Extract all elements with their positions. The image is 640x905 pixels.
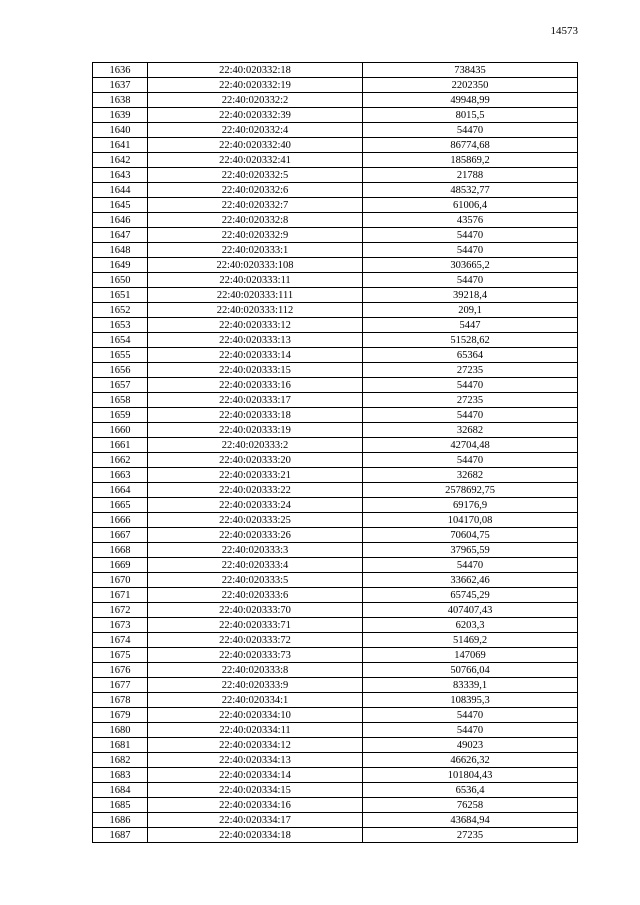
table-row	[93, 468, 578, 483]
table-row	[93, 693, 578, 708]
cadastral-number-cell: 22:40:020332:8	[148, 213, 363, 228]
cadastral-number-cell: 22:40:020334:1	[148, 693, 363, 708]
cadastral-number-cell: 22:40:020333:112	[148, 303, 363, 318]
table-row	[93, 423, 578, 438]
value-cell: 54470	[363, 453, 578, 468]
page-number: 14573	[550, 25, 578, 37]
cadastral-number-cell: 22:40:020333:11	[148, 273, 363, 288]
table-row	[93, 258, 578, 273]
table-row	[93, 393, 578, 408]
value-cell: 5447	[363, 318, 578, 333]
table-row	[93, 543, 578, 558]
value-cell: 27235	[363, 828, 578, 843]
table-row	[93, 558, 578, 573]
table-row	[93, 678, 578, 693]
table-row	[93, 243, 578, 258]
value-cell: 104170,08	[363, 513, 578, 528]
value-cell: 54470	[363, 408, 578, 423]
cadastral-number-cell: 22:40:020333:73	[148, 648, 363, 663]
row-number-cell: 1662	[93, 453, 148, 468]
cadastral-number-cell: 22:40:020334:18	[148, 828, 363, 843]
table-row	[93, 78, 578, 93]
cadastral-number-cell: 22:40:020333:1	[148, 243, 363, 258]
table-row	[93, 228, 578, 243]
cadastral-number-cell: 22:40:020333:5	[148, 573, 363, 588]
value-cell: 39218,4	[363, 288, 578, 303]
table-row	[93, 588, 578, 603]
cadastral-number-cell: 22:40:020333:16	[148, 378, 363, 393]
cadastral-number-cell: 22:40:020332:6	[148, 183, 363, 198]
cadastral-number-cell: 22:40:020333:14	[148, 348, 363, 363]
value-cell: 51469,2	[363, 633, 578, 648]
value-cell: 54470	[363, 708, 578, 723]
value-cell: 21788	[363, 168, 578, 183]
value-cell: 48532,77	[363, 183, 578, 198]
cadastral-number-cell: 22:40:020333:108	[148, 258, 363, 273]
table-row	[93, 288, 578, 303]
row-number-cell: 1676	[93, 663, 148, 678]
row-number-cell: 1658	[93, 393, 148, 408]
table-row	[93, 183, 578, 198]
table-row	[93, 753, 578, 768]
row-number-cell: 1651	[93, 288, 148, 303]
cadastral-number-cell: 22:40:020333:2	[148, 438, 363, 453]
row-number-cell: 1642	[93, 153, 148, 168]
row-number-cell: 1660	[93, 423, 148, 438]
table-row	[93, 138, 578, 153]
cadastral-number-cell: 22:40:020333:6	[148, 588, 363, 603]
value-cell: 27235	[363, 363, 578, 378]
row-number-cell: 1644	[93, 183, 148, 198]
value-cell: 32682	[363, 468, 578, 483]
row-number-cell: 1659	[93, 408, 148, 423]
row-number-cell: 1669	[93, 558, 148, 573]
value-cell: 209,1	[363, 303, 578, 318]
row-number-cell: 1686	[93, 813, 148, 828]
row-number-cell: 1678	[93, 693, 148, 708]
row-number-cell: 1687	[93, 828, 148, 843]
cadastral-number-cell: 22:40:020334:12	[148, 738, 363, 753]
value-cell: 50766,04	[363, 663, 578, 678]
table-row	[93, 768, 578, 783]
row-number-cell: 1647	[93, 228, 148, 243]
row-number-cell: 1668	[93, 543, 148, 558]
cadastral-number-cell: 22:40:020333:26	[148, 528, 363, 543]
table-row	[93, 333, 578, 348]
cadastral-number-cell: 22:40:020332:2	[148, 93, 363, 108]
row-number-cell: 1667	[93, 528, 148, 543]
cadastral-number-cell: 22:40:020333:18	[148, 408, 363, 423]
row-number-cell: 1640	[93, 123, 148, 138]
cadastral-number-cell: 22:40:020333:20	[148, 453, 363, 468]
table-row	[93, 813, 578, 828]
value-cell: 46626,32	[363, 753, 578, 768]
cadastral-number-cell: 22:40:020333:15	[148, 363, 363, 378]
cadastral-number-cell: 22:40:020333:3	[148, 543, 363, 558]
value-cell: 407407,43	[363, 603, 578, 618]
value-cell: 738435	[363, 63, 578, 78]
row-number-cell: 1645	[93, 198, 148, 213]
row-number-cell: 1646	[93, 213, 148, 228]
cadastral-number-cell: 22:40:020332:40	[148, 138, 363, 153]
table-row	[93, 438, 578, 453]
table-row	[93, 513, 578, 528]
cadastral-number-cell: 22:40:020332:5	[148, 168, 363, 183]
row-number-cell: 1683	[93, 768, 148, 783]
table-row	[93, 603, 578, 618]
cadastral-number-cell: 22:40:020332:19	[148, 78, 363, 93]
table-row	[93, 573, 578, 588]
value-cell: 33662,46	[363, 573, 578, 588]
cadastral-number-cell: 22:40:020333:71	[148, 618, 363, 633]
table-row	[93, 123, 578, 138]
value-cell: 42704,48	[363, 438, 578, 453]
value-cell: 101804,43	[363, 768, 578, 783]
row-number-cell: 1680	[93, 723, 148, 738]
value-cell: 54470	[363, 558, 578, 573]
value-cell: 6536,4	[363, 783, 578, 798]
table-row	[93, 798, 578, 813]
row-number-cell: 1637	[93, 78, 148, 93]
table-row	[93, 453, 578, 468]
table-row	[93, 648, 578, 663]
cadastral-number-cell: 22:40:020332:39	[148, 108, 363, 123]
table-row	[93, 198, 578, 213]
value-cell: 65364	[363, 348, 578, 363]
table-row	[93, 93, 578, 108]
table-row	[93, 303, 578, 318]
cadastral-number-cell: 22:40:020333:24	[148, 498, 363, 513]
row-number-cell: 1685	[93, 798, 148, 813]
cadastral-number-cell: 22:40:020333:22	[148, 483, 363, 498]
table-row	[93, 363, 578, 378]
cadastral-number-cell: 22:40:020333:12	[148, 318, 363, 333]
value-cell: 54470	[363, 723, 578, 738]
value-cell: 54470	[363, 228, 578, 243]
row-number-cell: 1682	[93, 753, 148, 768]
cadastral-number-cell: 22:40:020333:21	[148, 468, 363, 483]
cadastral-number-cell: 22:40:020333:4	[148, 558, 363, 573]
registry-table-body	[93, 63, 578, 843]
cadastral-number-cell: 22:40:020333:8	[148, 663, 363, 678]
table-row	[93, 723, 578, 738]
value-cell: 65745,29	[363, 588, 578, 603]
row-number-cell: 1666	[93, 513, 148, 528]
row-number-cell: 1664	[93, 483, 148, 498]
table-row	[93, 318, 578, 333]
cadastral-number-cell: 22:40:020332:4	[148, 123, 363, 138]
table-row	[93, 633, 578, 648]
row-number-cell: 1679	[93, 708, 148, 723]
cadastral-number-cell: 22:40:020333:9	[148, 678, 363, 693]
cadastral-number-cell: 22:40:020332:41	[148, 153, 363, 168]
value-cell: 2578692,75	[363, 483, 578, 498]
cadastral-number-cell: 22:40:020332:9	[148, 228, 363, 243]
row-number-cell: 1657	[93, 378, 148, 393]
cadastral-number-cell: 22:40:020332:18	[148, 63, 363, 78]
row-number-cell: 1681	[93, 738, 148, 753]
value-cell: 83339,1	[363, 678, 578, 693]
value-cell: 8015,5	[363, 108, 578, 123]
value-cell: 76258	[363, 798, 578, 813]
cadastral-number-cell: 22:40:020333:25	[148, 513, 363, 528]
cadastral-number-cell: 22:40:020334:15	[148, 783, 363, 798]
row-number-cell: 1674	[93, 633, 148, 648]
table-row	[93, 528, 578, 543]
cadastral-number-cell: 22:40:020333:13	[148, 333, 363, 348]
table-row	[93, 708, 578, 723]
row-number-cell: 1641	[93, 138, 148, 153]
table-row	[93, 828, 578, 843]
row-number-cell: 1652	[93, 303, 148, 318]
table-row	[93, 738, 578, 753]
row-number-cell: 1654	[93, 333, 148, 348]
row-number-cell: 1673	[93, 618, 148, 633]
table-row	[93, 63, 578, 78]
value-cell: 43684,94	[363, 813, 578, 828]
value-cell: 32682	[363, 423, 578, 438]
cadastral-number-cell: 22:40:020334:11	[148, 723, 363, 738]
value-cell: 37965,59	[363, 543, 578, 558]
table-row	[93, 168, 578, 183]
value-cell: 303665,2	[363, 258, 578, 273]
value-cell: 86774,68	[363, 138, 578, 153]
value-cell: 49023	[363, 738, 578, 753]
cadastral-number-cell: 22:40:020334:13	[148, 753, 363, 768]
value-cell: 54470	[363, 243, 578, 258]
row-number-cell: 1677	[93, 678, 148, 693]
value-cell: 54470	[363, 378, 578, 393]
row-number-cell: 1675	[93, 648, 148, 663]
value-cell: 6203,3	[363, 618, 578, 633]
table-row	[93, 273, 578, 288]
table-row	[93, 213, 578, 228]
cadastral-number-cell: 22:40:020334:10	[148, 708, 363, 723]
row-number-cell: 1648	[93, 243, 148, 258]
value-cell: 108395,3	[363, 693, 578, 708]
row-number-cell: 1671	[93, 588, 148, 603]
value-cell: 147069	[363, 648, 578, 663]
row-number-cell: 1661	[93, 438, 148, 453]
value-cell: 54470	[363, 273, 578, 288]
value-cell: 51528,62	[363, 333, 578, 348]
value-cell: 27235	[363, 393, 578, 408]
cadastral-number-cell: 22:40:020334:16	[148, 798, 363, 813]
table-row	[93, 498, 578, 513]
table-row	[93, 108, 578, 123]
row-number-cell: 1684	[93, 783, 148, 798]
value-cell: 69176,9	[363, 498, 578, 513]
value-cell: 49948,99	[363, 93, 578, 108]
row-number-cell: 1653	[93, 318, 148, 333]
cadastral-number-cell: 22:40:020333:70	[148, 603, 363, 618]
table-row	[93, 663, 578, 678]
cadastral-number-cell: 22:40:020334:14	[148, 768, 363, 783]
row-number-cell: 1638	[93, 93, 148, 108]
value-cell: 54470	[363, 123, 578, 138]
cadastral-number-cell: 22:40:020333:111	[148, 288, 363, 303]
table-row	[93, 483, 578, 498]
table-row	[93, 153, 578, 168]
row-number-cell: 1636	[93, 63, 148, 78]
cadastral-number-cell: 22:40:020334:17	[148, 813, 363, 828]
table-row	[93, 378, 578, 393]
row-number-cell: 1655	[93, 348, 148, 363]
table-row	[93, 408, 578, 423]
cadastral-number-cell: 22:40:020333:19	[148, 423, 363, 438]
value-cell: 43576	[363, 213, 578, 228]
row-number-cell: 1656	[93, 363, 148, 378]
table-row	[93, 783, 578, 798]
row-number-cell: 1663	[93, 468, 148, 483]
value-cell: 2202350	[363, 78, 578, 93]
value-cell: 185869,2	[363, 153, 578, 168]
row-number-cell: 1665	[93, 498, 148, 513]
value-cell: 61006,4	[363, 198, 578, 213]
row-number-cell: 1643	[93, 168, 148, 183]
table-row	[93, 348, 578, 363]
cadastral-number-cell: 22:40:020333:72	[148, 633, 363, 648]
row-number-cell: 1670	[93, 573, 148, 588]
row-number-cell: 1649	[93, 258, 148, 273]
row-number-cell: 1650	[93, 273, 148, 288]
cadastral-number-cell: 22:40:020332:7	[148, 198, 363, 213]
cadastral-number-cell: 22:40:020333:17	[148, 393, 363, 408]
row-number-cell: 1672	[93, 603, 148, 618]
row-number-cell: 1639	[93, 108, 148, 123]
table-row	[93, 618, 578, 633]
value-cell: 70604,75	[363, 528, 578, 543]
registry-table	[92, 62, 578, 843]
